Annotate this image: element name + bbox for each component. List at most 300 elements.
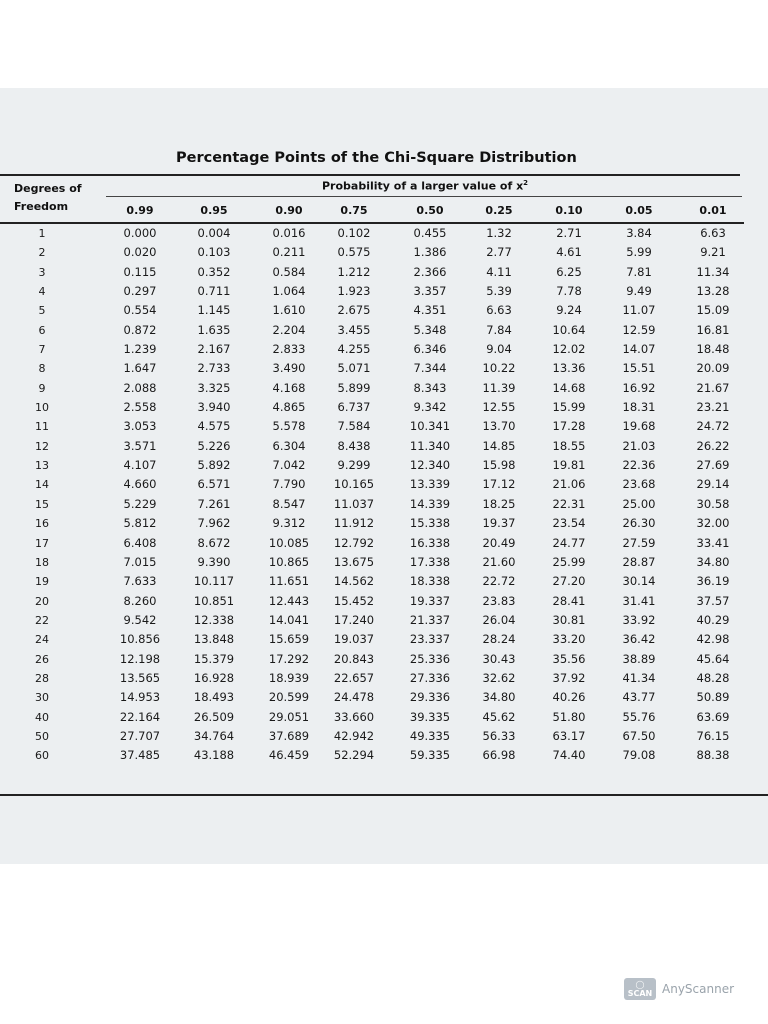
value-cell: 29.14 [696, 477, 730, 492]
value-cell: 2.088 [123, 380, 157, 395]
value-cell: 21.06 [552, 477, 586, 492]
table-row [0, 727, 768, 746]
column-header: 0.25 [485, 204, 513, 217]
value-cell: 19.037 [333, 632, 375, 647]
value-cell: 5.348 [413, 322, 447, 337]
value-cell: 9.342 [413, 400, 447, 415]
value-cell: 12.198 [119, 651, 161, 666]
table-title: Percentage Points of the Chi-Square Distribution [176, 150, 577, 166]
degrees-of-freedom-cell: 26 [35, 652, 49, 666]
table-row [0, 553, 768, 572]
degrees-of-freedom-cell: 16 [35, 517, 49, 531]
value-cell: 17.28 [552, 419, 586, 434]
table-row [0, 514, 768, 533]
value-cell: 7.962 [197, 516, 231, 531]
value-cell: 26.30 [622, 516, 656, 531]
value-cell: 3.455 [337, 322, 371, 337]
table-row [0, 611, 768, 630]
value-cell: 29.051 [268, 709, 310, 724]
value-cell: 15.338 [409, 516, 451, 531]
value-cell: 10.64 [552, 322, 586, 337]
value-cell: 22.31 [552, 496, 586, 511]
degrees-of-freedom-cell: 5 [38, 304, 46, 318]
value-cell: 37.57 [696, 593, 730, 608]
value-cell: 29.336 [409, 690, 451, 705]
value-cell: 18.493 [193, 690, 235, 705]
value-cell: 5.812 [123, 516, 157, 531]
value-cell: 1.239 [123, 342, 157, 357]
column-header: 0.90 [275, 204, 303, 217]
watermark-text: AnyScanner [662, 982, 735, 996]
value-cell: 24.72 [696, 419, 730, 434]
value-cell: 12.02 [552, 342, 586, 357]
value-cell: 36.19 [696, 574, 730, 589]
degrees-of-freedom-cell: 13 [35, 459, 49, 473]
value-cell: 27.336 [409, 670, 451, 685]
value-cell: 27.59 [622, 535, 656, 550]
table-body [0, 224, 768, 766]
degrees-of-freedom-cell: 4 [38, 285, 46, 299]
value-cell: 0.554 [123, 303, 157, 318]
value-cell: 21.337 [409, 612, 451, 627]
value-cell: 15.98 [482, 458, 516, 473]
value-cell: 13.565 [119, 670, 161, 685]
value-cell: 3.84 [626, 226, 652, 240]
value-cell: 12.792 [333, 535, 375, 550]
value-cell: 2.77 [486, 245, 512, 260]
degrees-of-freedom-cell: 10 [35, 401, 49, 415]
column-header: 0.95 [200, 204, 228, 217]
value-cell: 32.62 [482, 670, 516, 685]
value-cell: 6.63 [700, 226, 726, 240]
value-cell: 14.68 [552, 380, 586, 395]
value-cell: 10.851 [193, 593, 235, 608]
value-cell: 7.042 [272, 458, 306, 473]
degrees-of-freedom-cell: 17 [35, 536, 49, 550]
value-cell: 0.000 [123, 226, 157, 240]
degrees-of-freedom-cell: 3 [38, 265, 46, 279]
value-cell: 23.21 [696, 400, 730, 415]
value-cell: 12.443 [268, 593, 310, 608]
value-cell: 8.260 [123, 593, 157, 608]
value-cell: 16.338 [409, 535, 451, 550]
degrees-of-freedom-cell: 11 [35, 420, 49, 434]
value-cell: 19.37 [482, 516, 516, 531]
value-cell: 23.54 [552, 516, 586, 531]
value-cell: 12.55 [482, 400, 516, 415]
value-cell: 3.357 [413, 284, 447, 299]
value-cell: 27.20 [552, 574, 586, 589]
value-cell: 14.85 [482, 438, 516, 453]
value-cell: 8.343 [413, 380, 447, 395]
value-cell: 12.338 [193, 612, 235, 627]
value-cell: 7.261 [197, 496, 231, 511]
scanned-page [0, 88, 768, 864]
value-cell: 21.03 [622, 438, 656, 453]
value-cell: 55.76 [622, 709, 656, 724]
value-cell: 18.31 [622, 400, 656, 415]
value-cell: 3.571 [123, 438, 157, 453]
value-cell: 10.117 [193, 574, 235, 589]
value-cell: 12.59 [622, 322, 656, 337]
value-cell: 13.28 [696, 284, 730, 299]
column-header: 0.99 [126, 204, 154, 217]
degrees-of-freedom-cell: 9 [38, 381, 46, 395]
column-header: 0.10 [555, 204, 583, 217]
value-cell: 7.584 [337, 419, 371, 434]
value-cell: 28.24 [482, 632, 516, 647]
degrees-of-freedom-cell: 20 [35, 594, 49, 608]
value-cell: 0.711 [197, 284, 231, 299]
column-header: 0.01 [699, 204, 727, 217]
value-cell: 9.390 [197, 554, 231, 569]
value-cell: 2.167 [197, 342, 231, 357]
value-cell: 7.344 [413, 361, 447, 376]
table-row [0, 340, 768, 359]
value-cell: 5.229 [123, 496, 157, 511]
value-cell: 24.478 [333, 690, 375, 705]
dof-header-line-1: Degrees of [14, 182, 82, 195]
value-cell: 5.578 [272, 419, 306, 434]
value-cell: 33.20 [552, 632, 586, 647]
value-cell: 1.923 [337, 284, 371, 299]
value-cell: 7.015 [123, 554, 157, 569]
value-cell: 13.36 [552, 361, 586, 376]
value-cell: 14.562 [333, 574, 375, 589]
value-cell: 17.292 [268, 651, 310, 666]
value-cell: 15.51 [622, 361, 656, 376]
value-cell: 45.62 [482, 709, 516, 724]
value-cell: 26.04 [482, 612, 516, 627]
value-cell: 1.647 [123, 361, 157, 376]
value-cell: 23.83 [482, 593, 516, 608]
value-cell: 1.635 [197, 322, 231, 337]
value-cell: 17.12 [482, 477, 516, 492]
degrees-of-freedom-cell: 19 [35, 575, 49, 589]
value-cell: 9.542 [123, 612, 157, 627]
value-cell: 7.81 [626, 264, 652, 279]
value-cell: 18.25 [482, 496, 516, 511]
value-cell: 20.599 [268, 690, 310, 705]
value-cell: 9.312 [272, 516, 306, 531]
degrees-of-freedom-cell: 28 [35, 671, 49, 685]
value-cell: 5.226 [197, 438, 231, 453]
value-cell: 22.36 [622, 458, 656, 473]
value-cell: 22.657 [333, 670, 375, 685]
value-cell: 15.09 [696, 303, 730, 318]
value-cell: 38.89 [622, 651, 656, 666]
degrees-of-freedom-cell: 8 [38, 362, 46, 376]
value-cell: 46.459 [268, 748, 310, 763]
value-cell: 7.78 [556, 284, 582, 299]
value-cell: 66.98 [482, 748, 516, 763]
value-cell: 42.942 [333, 728, 375, 743]
value-cell: 18.338 [409, 574, 451, 589]
value-cell: 3.490 [272, 361, 306, 376]
value-cell: 4.168 [272, 380, 306, 395]
value-cell: 5.39 [486, 284, 512, 299]
value-cell: 11.651 [268, 574, 310, 589]
value-cell: 5.899 [337, 380, 371, 395]
bottom-rule [0, 794, 768, 796]
table-row [0, 379, 768, 398]
degrees-of-freedom-cell: 50 [35, 729, 49, 743]
value-cell: 6.304 [272, 438, 306, 453]
value-cell: 49.335 [409, 728, 451, 743]
value-cell: 4.660 [123, 477, 157, 492]
value-cell: 0.004 [197, 226, 231, 240]
value-cell: 13.675 [333, 554, 375, 569]
degrees-of-freedom-cell: 30 [35, 691, 49, 705]
degrees-of-freedom-cell: 15 [35, 497, 49, 511]
value-cell: 3.940 [197, 400, 231, 415]
value-cell: 0.872 [123, 322, 157, 337]
degrees-of-freedom-cell: 6 [38, 323, 46, 337]
column-headers [0, 204, 768, 220]
value-cell: 4.575 [197, 419, 231, 434]
value-cell: 6.63 [486, 303, 512, 318]
table-row [0, 650, 768, 669]
value-cell: 17.338 [409, 554, 451, 569]
value-cell: 59.335 [409, 748, 451, 763]
degrees-of-freedom-cell: 40 [35, 710, 49, 724]
value-cell: 0.103 [197, 245, 231, 260]
value-cell: 20.09 [696, 361, 730, 376]
value-cell: 12.340 [409, 458, 451, 473]
value-cell: 0.584 [272, 264, 306, 279]
value-cell: 28.87 [622, 554, 656, 569]
value-cell: 36.42 [622, 632, 656, 647]
value-cell: 51.80 [552, 709, 586, 724]
value-cell: 16.92 [622, 380, 656, 395]
table-row [0, 398, 768, 417]
degrees-of-freedom-cell: 2 [38, 246, 46, 260]
value-cell: 3.325 [197, 380, 231, 395]
column-header: 0.75 [340, 204, 368, 217]
value-cell: 25.00 [622, 496, 656, 511]
value-cell: 11.037 [333, 496, 375, 511]
table-row [0, 688, 768, 707]
value-cell: 11.39 [482, 380, 516, 395]
value-cell: 23.68 [622, 477, 656, 492]
value-cell: 6.25 [556, 264, 582, 279]
value-cell: 11.34 [696, 264, 730, 279]
value-cell: 79.08 [622, 748, 656, 763]
value-cell: 74.40 [552, 748, 586, 763]
value-cell: 76.15 [696, 728, 730, 743]
value-cell: 0.297 [123, 284, 157, 299]
degrees-of-freedom-cell: 14 [35, 478, 49, 492]
table-row [0, 359, 768, 378]
value-cell: 18.48 [696, 342, 730, 357]
table-row [0, 456, 768, 475]
value-cell: 24.77 [552, 535, 586, 550]
value-cell: 8.438 [337, 438, 371, 453]
value-cell: 0.352 [197, 264, 231, 279]
value-cell: 9.24 [556, 303, 582, 318]
value-cell: 7.790 [272, 477, 306, 492]
value-cell: 63.17 [552, 728, 586, 743]
value-cell: 15.659 [268, 632, 310, 647]
table-row [0, 321, 768, 340]
column-header: 0.50 [416, 204, 444, 217]
value-cell: 20.843 [333, 651, 375, 666]
value-cell: 11.912 [333, 516, 375, 531]
value-cell: 27.69 [696, 458, 730, 473]
table-row [0, 534, 768, 553]
value-cell: 9.21 [700, 245, 726, 260]
value-cell: 4.865 [272, 400, 306, 415]
value-cell: 11.07 [622, 303, 656, 318]
value-cell: 34.764 [193, 728, 235, 743]
watermark [624, 978, 734, 1000]
value-cell: 27.707 [119, 728, 161, 743]
value-cell: 5.071 [337, 361, 371, 376]
value-cell: 37.689 [268, 728, 310, 743]
value-cell: 2.733 [197, 361, 231, 376]
value-cell: 2.71 [556, 226, 582, 240]
value-cell: 9.299 [337, 458, 371, 473]
value-cell: 30.14 [622, 574, 656, 589]
value-cell: 67.50 [622, 728, 656, 743]
value-cell: 40.26 [552, 690, 586, 705]
value-cell: 15.99 [552, 400, 586, 415]
table-row [0, 630, 768, 649]
value-cell: 19.81 [552, 458, 586, 473]
value-cell: 7.84 [486, 322, 512, 337]
value-cell: 2.366 [413, 264, 447, 279]
value-cell: 0.575 [337, 245, 371, 260]
value-cell: 45.64 [696, 651, 730, 666]
value-cell: 4.351 [413, 303, 447, 318]
value-cell: 1.064 [272, 284, 306, 299]
value-cell: 39.335 [409, 709, 451, 724]
value-cell: 34.80 [482, 690, 516, 705]
value-cell: 4.11 [486, 264, 512, 279]
table-row [0, 243, 768, 262]
value-cell: 2.833 [272, 342, 306, 357]
value-cell: 14.339 [409, 496, 451, 511]
value-cell: 7.633 [123, 574, 157, 589]
probability-header [322, 179, 528, 193]
probability-header-superscript: 2 [523, 179, 529, 187]
value-cell: 10.165 [333, 477, 375, 492]
value-cell: 6.571 [197, 477, 231, 492]
value-cell: 50.89 [696, 690, 730, 705]
value-cell: 41.34 [622, 670, 656, 685]
value-cell: 10.865 [268, 554, 310, 569]
table-row [0, 708, 768, 727]
value-cell: 0.211 [272, 245, 306, 260]
value-cell: 1.610 [272, 303, 306, 318]
value-cell: 40.29 [696, 612, 730, 627]
table-row [0, 495, 768, 514]
value-cell: 10.085 [268, 535, 310, 550]
value-cell: 43.188 [193, 748, 235, 763]
value-cell: 52.294 [333, 748, 375, 763]
value-cell: 31.41 [622, 593, 656, 608]
value-cell: 13.339 [409, 477, 451, 492]
value-cell: 37.92 [552, 670, 586, 685]
value-cell: 13.70 [482, 419, 516, 434]
degrees-of-freedom-cell: 22 [35, 613, 49, 627]
value-cell: 20.49 [482, 535, 516, 550]
value-cell: 30.43 [482, 651, 516, 666]
table-row [0, 669, 768, 688]
value-cell: 3.053 [123, 419, 157, 434]
value-cell: 11.340 [409, 438, 451, 453]
table-row [0, 301, 768, 320]
table-row [0, 746, 768, 765]
value-cell: 1.145 [197, 303, 231, 318]
value-cell: 8.672 [197, 535, 231, 550]
value-cell: 4.255 [337, 342, 371, 357]
value-cell: 6.737 [337, 400, 371, 415]
value-cell: 15.379 [193, 651, 235, 666]
degrees-of-freedom-cell: 18 [35, 555, 49, 569]
table-row [0, 282, 768, 301]
value-cell: 34.80 [696, 554, 730, 569]
value-cell: 2.675 [337, 303, 371, 318]
degrees-of-freedom-cell: 24 [35, 633, 49, 647]
value-cell: 19.337 [409, 593, 451, 608]
value-cell: 21.67 [696, 380, 730, 395]
watermark-icon-label: SCAN [627, 989, 653, 998]
table-row [0, 475, 768, 494]
value-cell: 33.660 [333, 709, 375, 724]
degrees-of-freedom-cell: 12 [35, 439, 49, 453]
value-cell: 56.33 [482, 728, 516, 743]
value-cell: 33.41 [696, 535, 730, 550]
value-cell: 15.452 [333, 593, 375, 608]
value-cell: 32.00 [696, 516, 730, 531]
value-cell: 9.04 [486, 342, 512, 357]
value-cell: 30.81 [552, 612, 586, 627]
value-cell: 14.041 [268, 612, 310, 627]
value-cell: 28.41 [552, 593, 586, 608]
value-cell: 4.61 [556, 245, 582, 260]
value-cell: 42.98 [696, 632, 730, 647]
value-cell: 37.485 [119, 748, 161, 763]
value-cell: 19.68 [622, 419, 656, 434]
value-cell: 5.892 [197, 458, 231, 473]
value-cell: 0.020 [123, 245, 157, 260]
dof-header-line-2: Freedom [14, 200, 69, 213]
value-cell: 22.72 [482, 574, 516, 589]
value-cell: 10.341 [409, 419, 451, 434]
value-cell: 2.204 [272, 322, 306, 337]
value-cell: 35.56 [552, 651, 586, 666]
value-cell: 26.509 [193, 709, 235, 724]
degrees-of-freedom-cell: 7 [38, 343, 46, 357]
value-cell: 48.28 [696, 670, 730, 685]
value-cell: 2.558 [123, 400, 157, 415]
value-cell: 30.58 [696, 496, 730, 511]
value-cell: 9.49 [626, 284, 652, 299]
value-cell: 22.164 [119, 709, 161, 724]
value-cell: 14.953 [119, 690, 161, 705]
value-cell: 14.07 [622, 342, 656, 357]
value-cell: 23.337 [409, 632, 451, 647]
value-cell: 0.102 [337, 226, 371, 240]
value-cell: 1.212 [337, 264, 371, 279]
value-cell: 6.408 [123, 535, 157, 550]
value-cell: 18.939 [268, 670, 310, 685]
top-rule [0, 174, 740, 176]
value-cell: 16.81 [696, 322, 730, 337]
table-row [0, 572, 768, 591]
value-cell: 8.547 [272, 496, 306, 511]
